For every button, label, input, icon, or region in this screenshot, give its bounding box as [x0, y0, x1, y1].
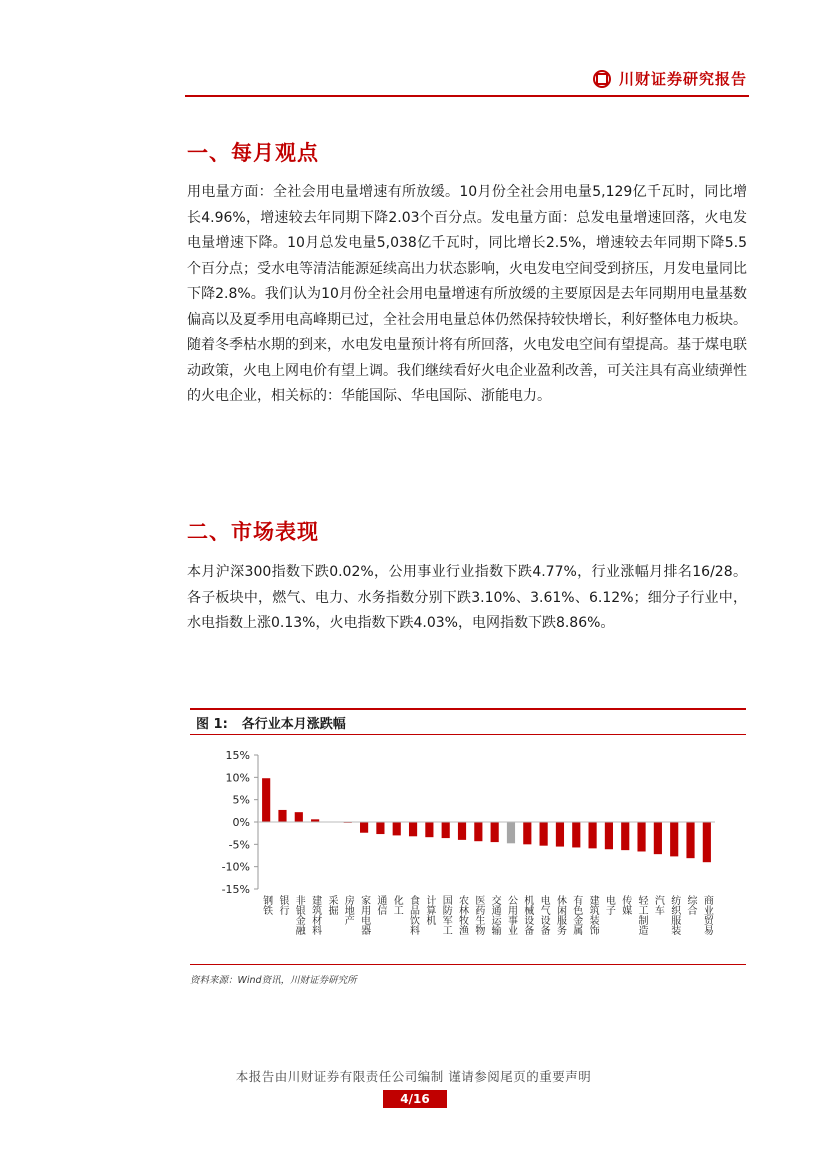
x-tick-label: 食品饮料: [407, 895, 419, 935]
x-tick-label: 农林牧渔: [456, 895, 468, 935]
bar-17: [540, 822, 548, 846]
footer-disclaimer: 本报告由川财证券有限责任公司编制 谨请参阅尾页的重要声明: [235, 1069, 592, 1084]
x-tick-label: 综合: [685, 895, 697, 915]
x-tick-label: 商业贸易: [701, 895, 713, 935]
bar-0: [262, 778, 270, 822]
bar-27: [703, 822, 711, 862]
source-rule: [190, 964, 746, 965]
paragraph-monthly-view: 用电量方面：全社会用电量增速有所放缓。10月份全社会用电量5,129亿千瓦时，同比增长4.96%，增速较去年同期下降2.03个百分点。发电量方面：总发电量增速回落，火电发电量增速下降。10月总发电量5,038亿千瓦时，同比增长2.5%，增速较去年同期下降5.5个百分点；受水电等清洁能源延续高出力状态影响，火电发电空间受到挤压，月发电量同比下降2.8%。我们认为10月份全社会用电量增速有所放缓的主要原因是去年同期用电量基数偏高以及夏季用电高峰期已过，全社会用电量总体仍然保持较快增长，利好整体电力板块。随着冬季枯水期的到来，水电发电量预计将有所回落，火电发电空间有望提高。基于煤电联动政策，火电上网电价有望上调。我们继续看好火电企业盈利改善，可关注具有高业绩弹性的火电企业，相关标的：华能国际、华电国际、浙能电力。: [187, 184, 747, 404]
bar-21: [605, 822, 613, 849]
figure-title: 各行业本月涨跌幅: [241, 716, 346, 732]
section-title-market-performance: 二、市场表现: [187, 519, 319, 544]
x-tick-label: 机械设备: [521, 895, 533, 935]
bar-24: [654, 822, 662, 854]
x-tick-label: 传媒: [619, 895, 631, 915]
figure-label: 图 1:: [196, 716, 228, 732]
brand-name: 川财证券研究报告: [618, 70, 747, 88]
x-tick-label: 电子: [603, 895, 615, 915]
x-tick-label: 通信: [374, 895, 386, 915]
x-tick-label: 电气设备: [538, 895, 550, 935]
x-tick-label: 房地产: [342, 895, 354, 925]
y-tick-label: -5%: [228, 838, 250, 852]
bar-19: [572, 822, 580, 847]
y-tick-label: 5%: [232, 793, 250, 807]
section-title-monthly-view: 一、每月观点: [187, 140, 319, 165]
x-tick-label: 家用电器: [358, 895, 370, 935]
bar-15: [507, 822, 515, 843]
bar-23: [637, 822, 645, 851]
y-tick-label: 15%: [225, 749, 250, 762]
bar-13: [474, 822, 482, 841]
bar-9: [409, 822, 417, 836]
bar-11: [442, 822, 450, 838]
x-tick-label: 钢铁: [260, 895, 272, 915]
y-tick-label: -10%: [221, 860, 250, 874]
bar-16: [523, 822, 531, 844]
figure-header: [190, 708, 746, 735]
bar-20: [589, 822, 597, 848]
x-tick-label: 有色金属: [570, 895, 582, 935]
bar-10: [425, 822, 433, 837]
industry-change-bar-chart: [190, 740, 746, 962]
x-tick-label: 化工: [391, 895, 403, 915]
x-tick-label: 银行: [276, 895, 288, 915]
x-tick-label: 医药生物: [472, 895, 484, 935]
x-tick-label: 非银金融: [293, 895, 305, 935]
x-tick-label: 采掘: [325, 895, 337, 915]
figure-source: 资料来源：Wind资讯，川财证券研究所: [190, 975, 357, 986]
bar-12: [458, 822, 466, 840]
paragraph-market-performance: 本月沪深300指数下跌0.02%，公用事业行业指数下跌4.77%，行业涨幅月排名16/28。各子板块中，燃气、电力、水务指数分别下跌3.10%、3.61%、6.12%；细分子行业中，水电指数上涨0.13%，火电指数下跌4.03%，电网指数下跌8.86%。: [187, 564, 747, 631]
page-number: 4/16: [383, 1090, 447, 1108]
header-brand: [593, 68, 747, 89]
bar-22: [621, 822, 629, 850]
y-tick-label: -15%: [221, 883, 250, 896]
bar-2: [295, 812, 303, 822]
bar-25: [670, 822, 678, 856]
x-tick-label: 纺织服装: [668, 895, 680, 935]
y-tick-label: 10%: [225, 771, 250, 785]
bar-7: [376, 822, 384, 834]
brand-logo-icon: [593, 70, 611, 88]
bar-18: [556, 822, 564, 847]
bar-26: [686, 822, 694, 858]
x-tick-label: 建筑材料: [309, 895, 321, 935]
bar-8: [393, 822, 401, 835]
header-rule: [185, 95, 749, 97]
bar-14: [491, 822, 499, 842]
y-tick-label: 0%: [232, 816, 250, 829]
x-tick-label: 公用事业: [505, 895, 517, 935]
x-tick-label: 建筑装饰: [587, 895, 599, 935]
bar-1: [278, 810, 286, 822]
x-tick-label: 汽车: [652, 895, 664, 915]
x-tick-label: 交通运输: [489, 895, 501, 935]
x-tick-label: 轻工制造: [636, 895, 648, 935]
bar-6: [360, 822, 368, 833]
x-tick-label: 国防军工: [440, 895, 452, 935]
x-tick-label: 休闲服务: [554, 895, 566, 935]
x-tick-label: 计算机: [423, 895, 435, 925]
